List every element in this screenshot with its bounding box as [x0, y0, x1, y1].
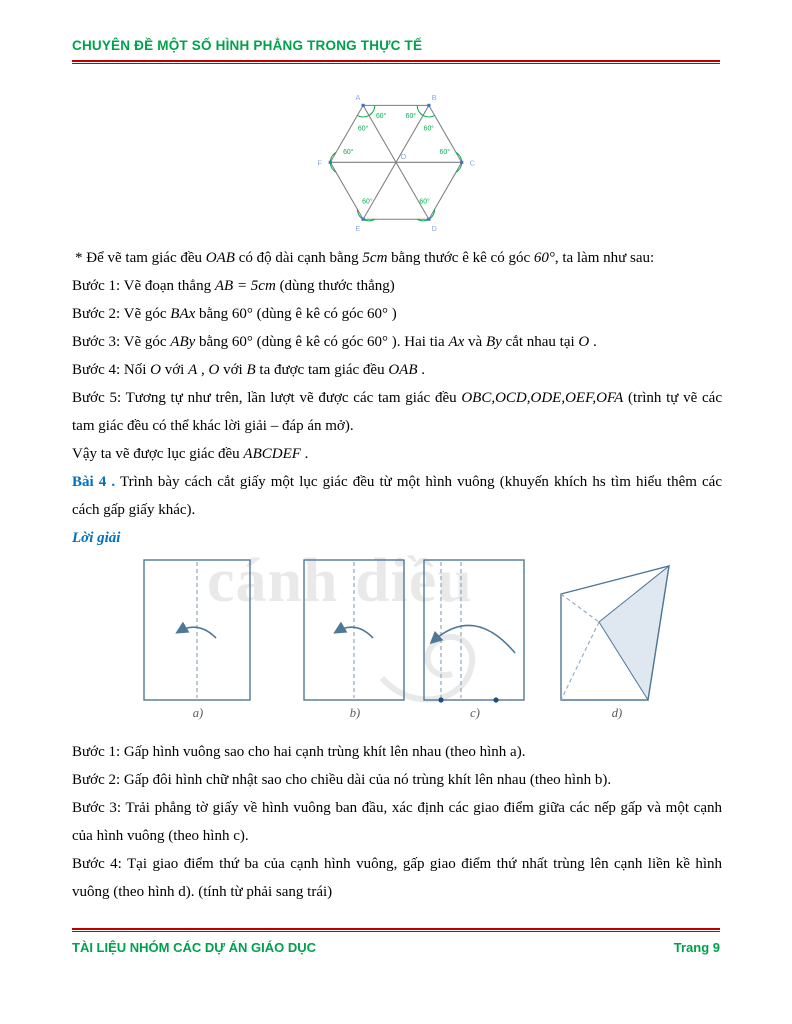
fold-step-2: Bước 2: Gấp đôi hình chữ nhật sao cho chiều dài của nó trùng khít lên nhau (theo hình b). [72, 772, 612, 788]
exercise-number: Bài 4 . [72, 474, 116, 490]
panel-d-label: d) [611, 706, 623, 720]
solution-heading: Lời giải [72, 530, 121, 546]
folding-figure [72, 547, 722, 736]
vertex-label-b: B [431, 92, 437, 102]
angle-label: 60° [375, 112, 387, 120]
panel-c-drawing [422, 558, 528, 704]
fold-panels [72, 558, 722, 721]
footer-left-text: TÀI LIỆU NHÓM CÁC DỰ ÁN GIÁO DỤC [72, 940, 317, 955]
page-number: Trang 9 [673, 940, 720, 955]
fold-step-4: Bước 4: Tại giao điểm thứ ba của cạnh hình vuông, gấp giao điểm thứ nhất trùng lên cạnh liền kề hình vuông (theo hình d). (tính từ phải sang trái) [72, 856, 722, 900]
angle-label: 60° [357, 125, 369, 133]
panel-b [302, 558, 408, 721]
hexagon-figure [0, 86, 792, 250]
paragraph-step4: Bước 4: Nối O với A , O với B ta được tam giác đều OAB . [72, 362, 426, 378]
paragraph-intro: * Để vẽ tam giác đều OAB có độ dài cạnh bằng 5cm bằng thước ê kê có góc 60°, ta làm như sau: [75, 250, 655, 266]
panel-b-label: b) [349, 706, 361, 720]
vertex-label-a: A [355, 92, 361, 102]
watermark-text: cánh diều [207, 547, 473, 615]
page-footer [72, 928, 720, 955]
angle-labels [343, 112, 450, 206]
panel-a [142, 558, 254, 721]
angle-label: 60° [343, 148, 354, 156]
hexagon-svg [311, 86, 481, 245]
paragraph-step2: Bước 2: Vẽ góc BAx bằng 60° (dùng ê kê có góc 60° ) [72, 306, 397, 322]
angle-label: 60° [439, 148, 450, 156]
hexagon-outline [330, 105, 461, 219]
angle-label: 60° [362, 198, 373, 206]
exercise-text: Trình bày cách cắt giấy một lục giác đều từ một hình vuông (khuyến khích hs tìm hiểu thêm các cách gấp giấy khác). [72, 474, 722, 518]
center-label-o: O [400, 152, 407, 162]
angle-label: 60° [423, 125, 435, 133]
panel-a-drawing [142, 558, 254, 704]
paragraph-step3: Bước 3: Vẽ góc ABy bằng 60° (dùng ê kê có góc 60° ). Hai tia Ax và By cắt nhau tại O . [72, 334, 597, 350]
panel-b-drawing [302, 558, 408, 704]
panel-d-drawing [553, 558, 681, 704]
paragraph-bai4 [72, 468, 722, 524]
paragraph-step5: Bước 5: Tương tự như trên, lần lượt vẽ được các tam giác đều OBC,OCD,ODE,OEF,OFA (trình tự vẽ các tam giác đều có thể khác lời giải – đáp án mở). [72, 390, 722, 434]
vertex-label-c: C [469, 158, 475, 168]
footer-divider [72, 928, 720, 932]
header-divider [72, 60, 720, 64]
panel-c-label: c) [470, 706, 480, 720]
page-header [72, 38, 720, 64]
vertex-label-f: F [317, 158, 322, 168]
fold-step-1: Bước 1: Gấp hình vuông sao cho hai cạnh trùng khít lên nhau (theo hình a). [72, 744, 526, 760]
angle-label: 60° [405, 112, 417, 120]
header-title: CHUYÊN ĐỀ MỘT SỐ HÌNH PHẲNG TRONG THỰC TẾ [72, 38, 423, 53]
panel-d [553, 558, 681, 721]
paragraph-conclusion: Vậy ta vẽ được lục giác đều ABCDEF . [72, 446, 309, 462]
vertex-label-d: D [431, 224, 437, 234]
vertex-label-e: E [355, 224, 361, 234]
document-body [72, 244, 722, 906]
paragraph-step1: Bước 1: Vẽ đoạn thẳng AB = 5cm (dùng thước thẳng) [72, 278, 395, 294]
fold-step-3: Bước 3: Trải phẳng tờ giấy về hình vuông ban đầu, xác định các giao điểm giữa các nếp gấp và một cạnh của hình vuông (theo hình c). [72, 800, 722, 844]
panel-a-label: a) [192, 706, 204, 720]
angle-label: 60° [419, 198, 430, 206]
panel-c [422, 558, 528, 721]
